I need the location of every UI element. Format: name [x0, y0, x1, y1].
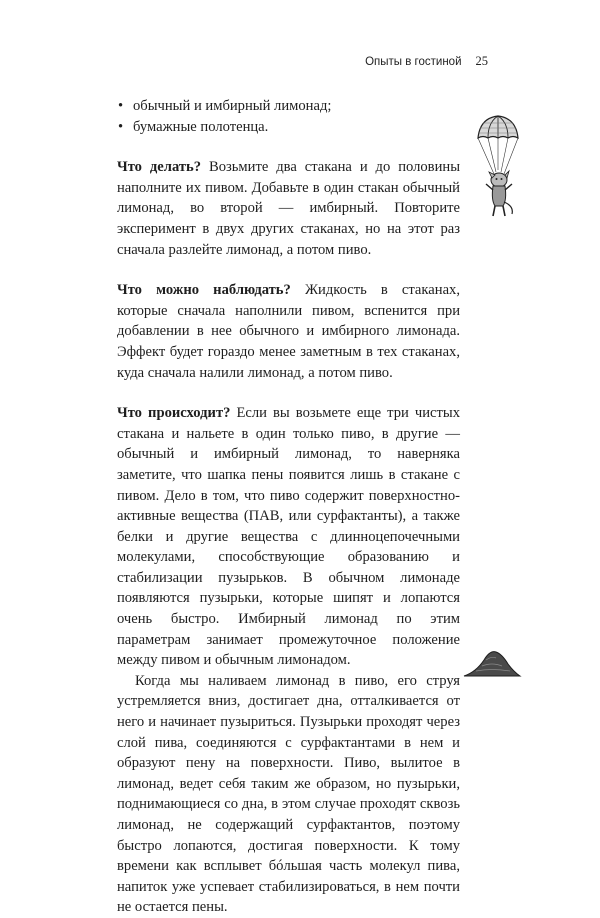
paragraph-text: Когда мы наливаем лимонад в пиво, его струя устремляется вниз, достигает дна, отталкивается от него и начинает пузыриться. Пузырьки проходят через слой пива, соединяются с сурфактантами в нем и образуют пену на поверхности. Пиво, вылитое в лимонад, ведет себя таким же образом, но пузырьки, поднимающиеся со дна, в этом случае проходят сквозь лимонад, не содержащий сурфактантов, поэтому быстро лопаются, достигая поверхности. К тому времени как всплывет бóльшая часть молекул пива, напиток уже успевает стабилизироваться, в нем почти не остается пены.: [117, 672, 460, 916]
paragraph-lead: Что происходит?: [117, 405, 231, 422]
parachute-illustration: [474, 114, 522, 220]
list-item: • обычный и имбирный лимонад;: [117, 96, 460, 117]
parachute-canopy-icon: [478, 116, 518, 138]
paragraph-what-to-observe: [117, 280, 460, 383]
materials-list: [117, 96, 460, 137]
paragraph-text: Если вы возьмете еще три чистых стакана и нальете в один только пиво, в другие — обычный и имбирный лимонад, то наверняка заметите, что шапка пены появится лишь в стакане с пивом. Дело в том, что пиво содержит поверхностно-активные вещества (ПАВ, или сурфактанты), а также белки и другие вещества с длинноцепочечными молекулами, способствующие образованию и стабилизации пузырьков. В обычном лимонаде появляются пузырьки, которые шипят и лопаются очень быстро. Имбирный лимонад по этим параметрам занимает промежуточное положение между пивом и обычным лимонадом.: [117, 405, 460, 669]
list-item: • бумажные полотенца.: [117, 117, 460, 138]
paragraph-text: Возьмите два стакана и до половины наполните их пивом. Добавьте в один стакан обычный лимонад, во второй — имбирный. Повторите эксперимент в двух других стаканах, но на этот раз сначала разлейте лимонад, а потом пиво.: [117, 159, 460, 258]
parachute-lines-icon: [478, 138, 518, 174]
page-body: [117, 96, 460, 918]
paragraph-what-to-do: [117, 157, 460, 260]
page-number: 25: [475, 54, 488, 68]
running-header: [365, 54, 488, 69]
section-title: Опыты в гостиной: [365, 56, 462, 68]
paragraph-lead: Что можно наблюдать?: [117, 282, 291, 299]
paragraph-what-happens: [117, 403, 460, 671]
paragraph-lead: Что делать?: [117, 159, 202, 176]
mountain-illustration: [462, 646, 522, 678]
paragraph-text: Жидкость в стаканах, которые сначала наполнили пивом, вспенится при добавлении в нее обычного и имбирного лимонада. Эффект будет гораздо менее заметным в тех стаканах, куда сначала налили лимонад, а потом пиво.: [117, 282, 460, 381]
animal-icon: [486, 171, 512, 216]
paragraph-explanation: [117, 671, 460, 918]
